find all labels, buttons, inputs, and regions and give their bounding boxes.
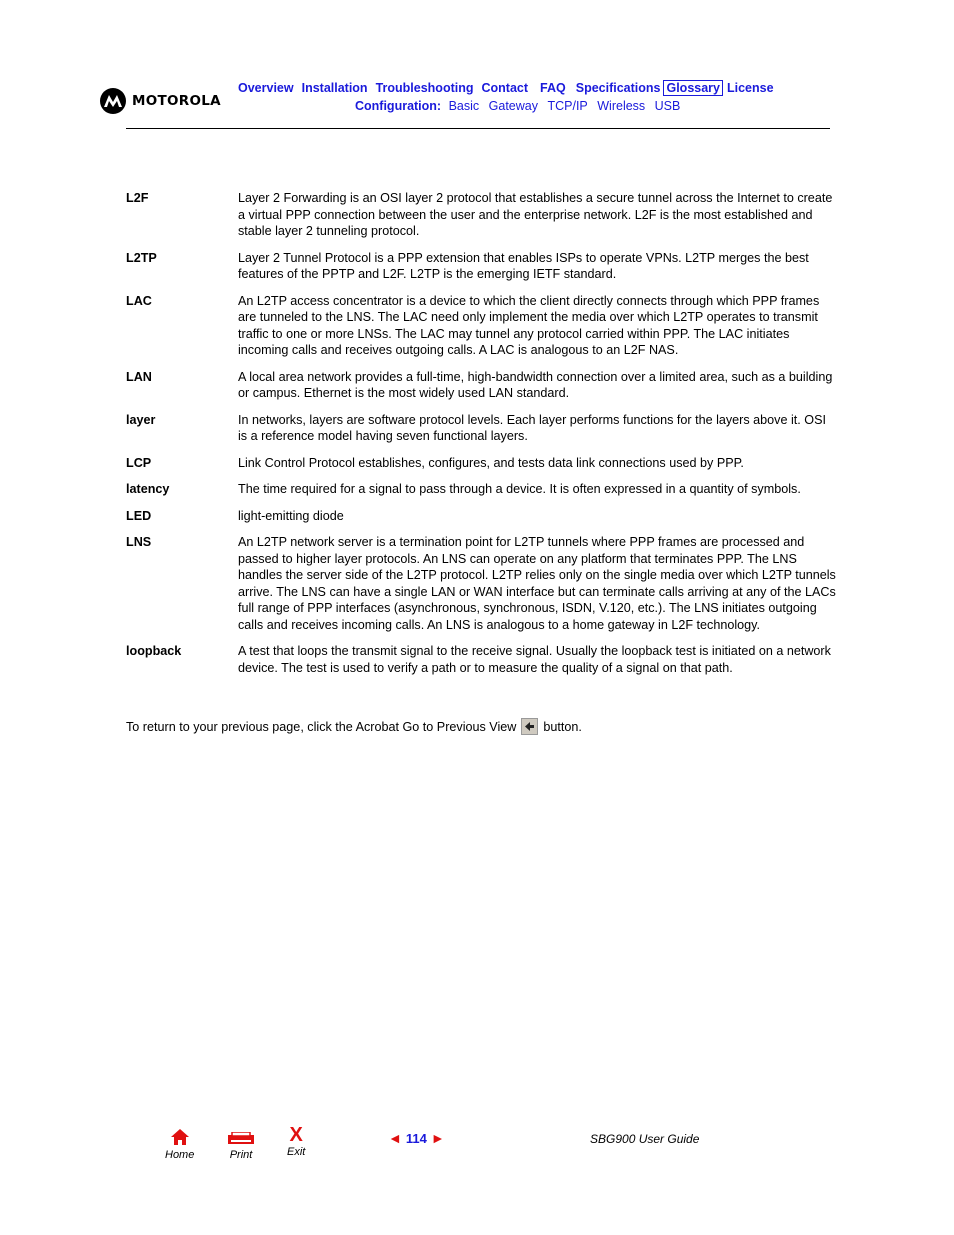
- glossary-entry: [126, 190, 836, 240]
- nav-installation[interactable]: Installation: [301, 81, 368, 95]
- glossary-term: loopback: [126, 644, 182, 658]
- glossary-term: latency: [126, 482, 170, 496]
- glossary-definition: An L2TP access concentrator is a device to which the client directly connects through which PPP frames are tunneled to the LNS. The LAC need only implement the media over which L2TP operates to transmit traffic to one or more LNSs. The LAC may tunnel any protocol carried within PPP. The LAC initiates incoming calls and receives outgoing calls. A LAC is analogous to an L2F NAS.: [238, 293, 820, 357]
- brand-name: MOTOROLA: [132, 93, 221, 109]
- nav-overview[interactable]: Overview: [238, 81, 294, 95]
- glossary-term: LAC: [126, 293, 152, 308]
- motorola-logo: [100, 88, 221, 114]
- motorola-batwing-icon: [100, 88, 126, 114]
- glossary-entry: [126, 369, 836, 402]
- glossary-term: L2F: [126, 191, 149, 205]
- nav-specifications[interactable]: Specifications: [575, 81, 661, 95]
- nav-faq[interactable]: FAQ: [540, 81, 566, 95]
- glossary-definition: light-emitting diode: [238, 508, 344, 523]
- home-icon: [170, 1128, 190, 1149]
- nav-config-basic[interactable]: Basic: [448, 99, 480, 113]
- header-divider: [126, 128, 830, 129]
- printer-icon: [227, 1132, 255, 1149]
- home-button[interactable]: [165, 1128, 194, 1161]
- nav-config-gateway[interactable]: Gateway: [488, 99, 538, 113]
- return-text-before: To return to your previous page, click the Acrobat Go to Previous View: [126, 719, 517, 734]
- glossary-definition: An L2TP network server is a termination point for L2TP tunnels where PPP frames are processed and passed to higher layer protocols. An LNS can operate on any platform that terminates PPP. The LNS handles the server side of the L2TP protocol. L2TP relies only on the single media over which L2TP tunnels arrive. The LNS can have a single LAN or WAN interface but can terminate calls arriving at any of the LACs full range of PPP interfaces (asynchronous, synchronous, ISDN, V.120, etc.). The LNS initiates outgoing calls and receives incoming calls. An LNS is analogous to a home gateway in L2F technology.: [238, 535, 836, 632]
- glossary-definition: The time required for a signal to pass through a device. It is often expressed in a quantity of symbols.: [238, 482, 801, 496]
- configuration-label: Configuration:: [355, 99, 442, 113]
- nav-license[interactable]: License: [727, 81, 774, 95]
- print-label: Print: [229, 1149, 253, 1161]
- glossary-entry: [126, 481, 836, 498]
- primary-nav: [238, 81, 782, 96]
- glossary-definition: A test that loops the transmit signal to the receive signal. Usually the loopback test is initiated on a network device. The test is used to verify a path or to measure the quality of a signal on that path.: [238, 644, 831, 675]
- exit-label: Exit: [287, 1146, 306, 1158]
- nav-config-tcpip[interactable]: TCP/IP: [547, 99, 588, 113]
- nav-contact[interactable]: Contact: [481, 81, 529, 95]
- glossary-definition: In networks, layers are software protocol levels. Each layer performs functions for the layers above it. OSI is a reference model having seven functional layers.: [238, 412, 826, 443]
- page-navigator: [388, 1130, 445, 1146]
- glossary-term: LNS: [126, 535, 152, 549]
- nav-troubleshooting[interactable]: Troubleshooting: [375, 81, 474, 95]
- glossary-entry: [126, 534, 836, 633]
- glossary-entry: [126, 508, 836, 525]
- previous-view-icon[interactable]: [521, 718, 538, 735]
- glossary-term: LED: [126, 508, 152, 523]
- glossary-term: L2TP: [126, 250, 157, 265]
- glossary-term: LAN: [126, 369, 152, 384]
- home-label: Home: [165, 1149, 195, 1161]
- glossary-entry: [126, 643, 836, 676]
- glossary-definition: A local area network provides a full-time, high-bandwidth connection over a limited area, such as a building or campus. Ethernet is the most widely used LAN standard.: [238, 369, 833, 400]
- previous-page-arrow-icon[interactable]: ◄: [388, 1130, 402, 1146]
- glossary-entry: [126, 250, 836, 283]
- exit-button[interactable]: [287, 1124, 305, 1158]
- glossary-entry: [126, 412, 836, 445]
- page-number: 114: [405, 1130, 427, 1146]
- glossary-term: LCP: [126, 455, 152, 470]
- nav-glossary[interactable]: Glossary: [663, 80, 723, 96]
- exit-x-icon: X: [289, 1124, 303, 1146]
- glossary-list: [126, 190, 836, 686]
- glossary-definition: Layer 2 Tunnel Protocol is a PPP extension that enables ISPs to operate VPNs. L2TP merges the best features of the PPTP and L2F. L2TP is the emerging IETF standard.: [238, 250, 809, 281]
- return-instruction: [126, 718, 582, 735]
- nav-config-usb[interactable]: USB: [654, 99, 681, 113]
- guide-title: SBG900 User Guide: [590, 1132, 700, 1146]
- glossary-entry: [126, 293, 836, 359]
- print-button[interactable]: [227, 1132, 255, 1161]
- next-page-arrow-icon[interactable]: ►: [430, 1130, 445, 1146]
- glossary-entry: [126, 455, 836, 472]
- glossary-definition: Layer 2 Forwarding is an OSI layer 2 protocol that establishes a secure tunnel across the Internet to create a virtual PPP connection between the user and the enterprise network. L2F is the most established and stable layer 2 tunneling protocol.: [238, 191, 833, 238]
- return-text-after: button.: [543, 719, 582, 734]
- glossary-definition: Link Control Protocol establishes, configures, and tests data link connections used by PPP.: [238, 455, 744, 470]
- configuration-nav: [355, 99, 686, 113]
- nav-config-wireless[interactable]: Wireless: [597, 99, 646, 113]
- glossary-term: layer: [126, 412, 156, 427]
